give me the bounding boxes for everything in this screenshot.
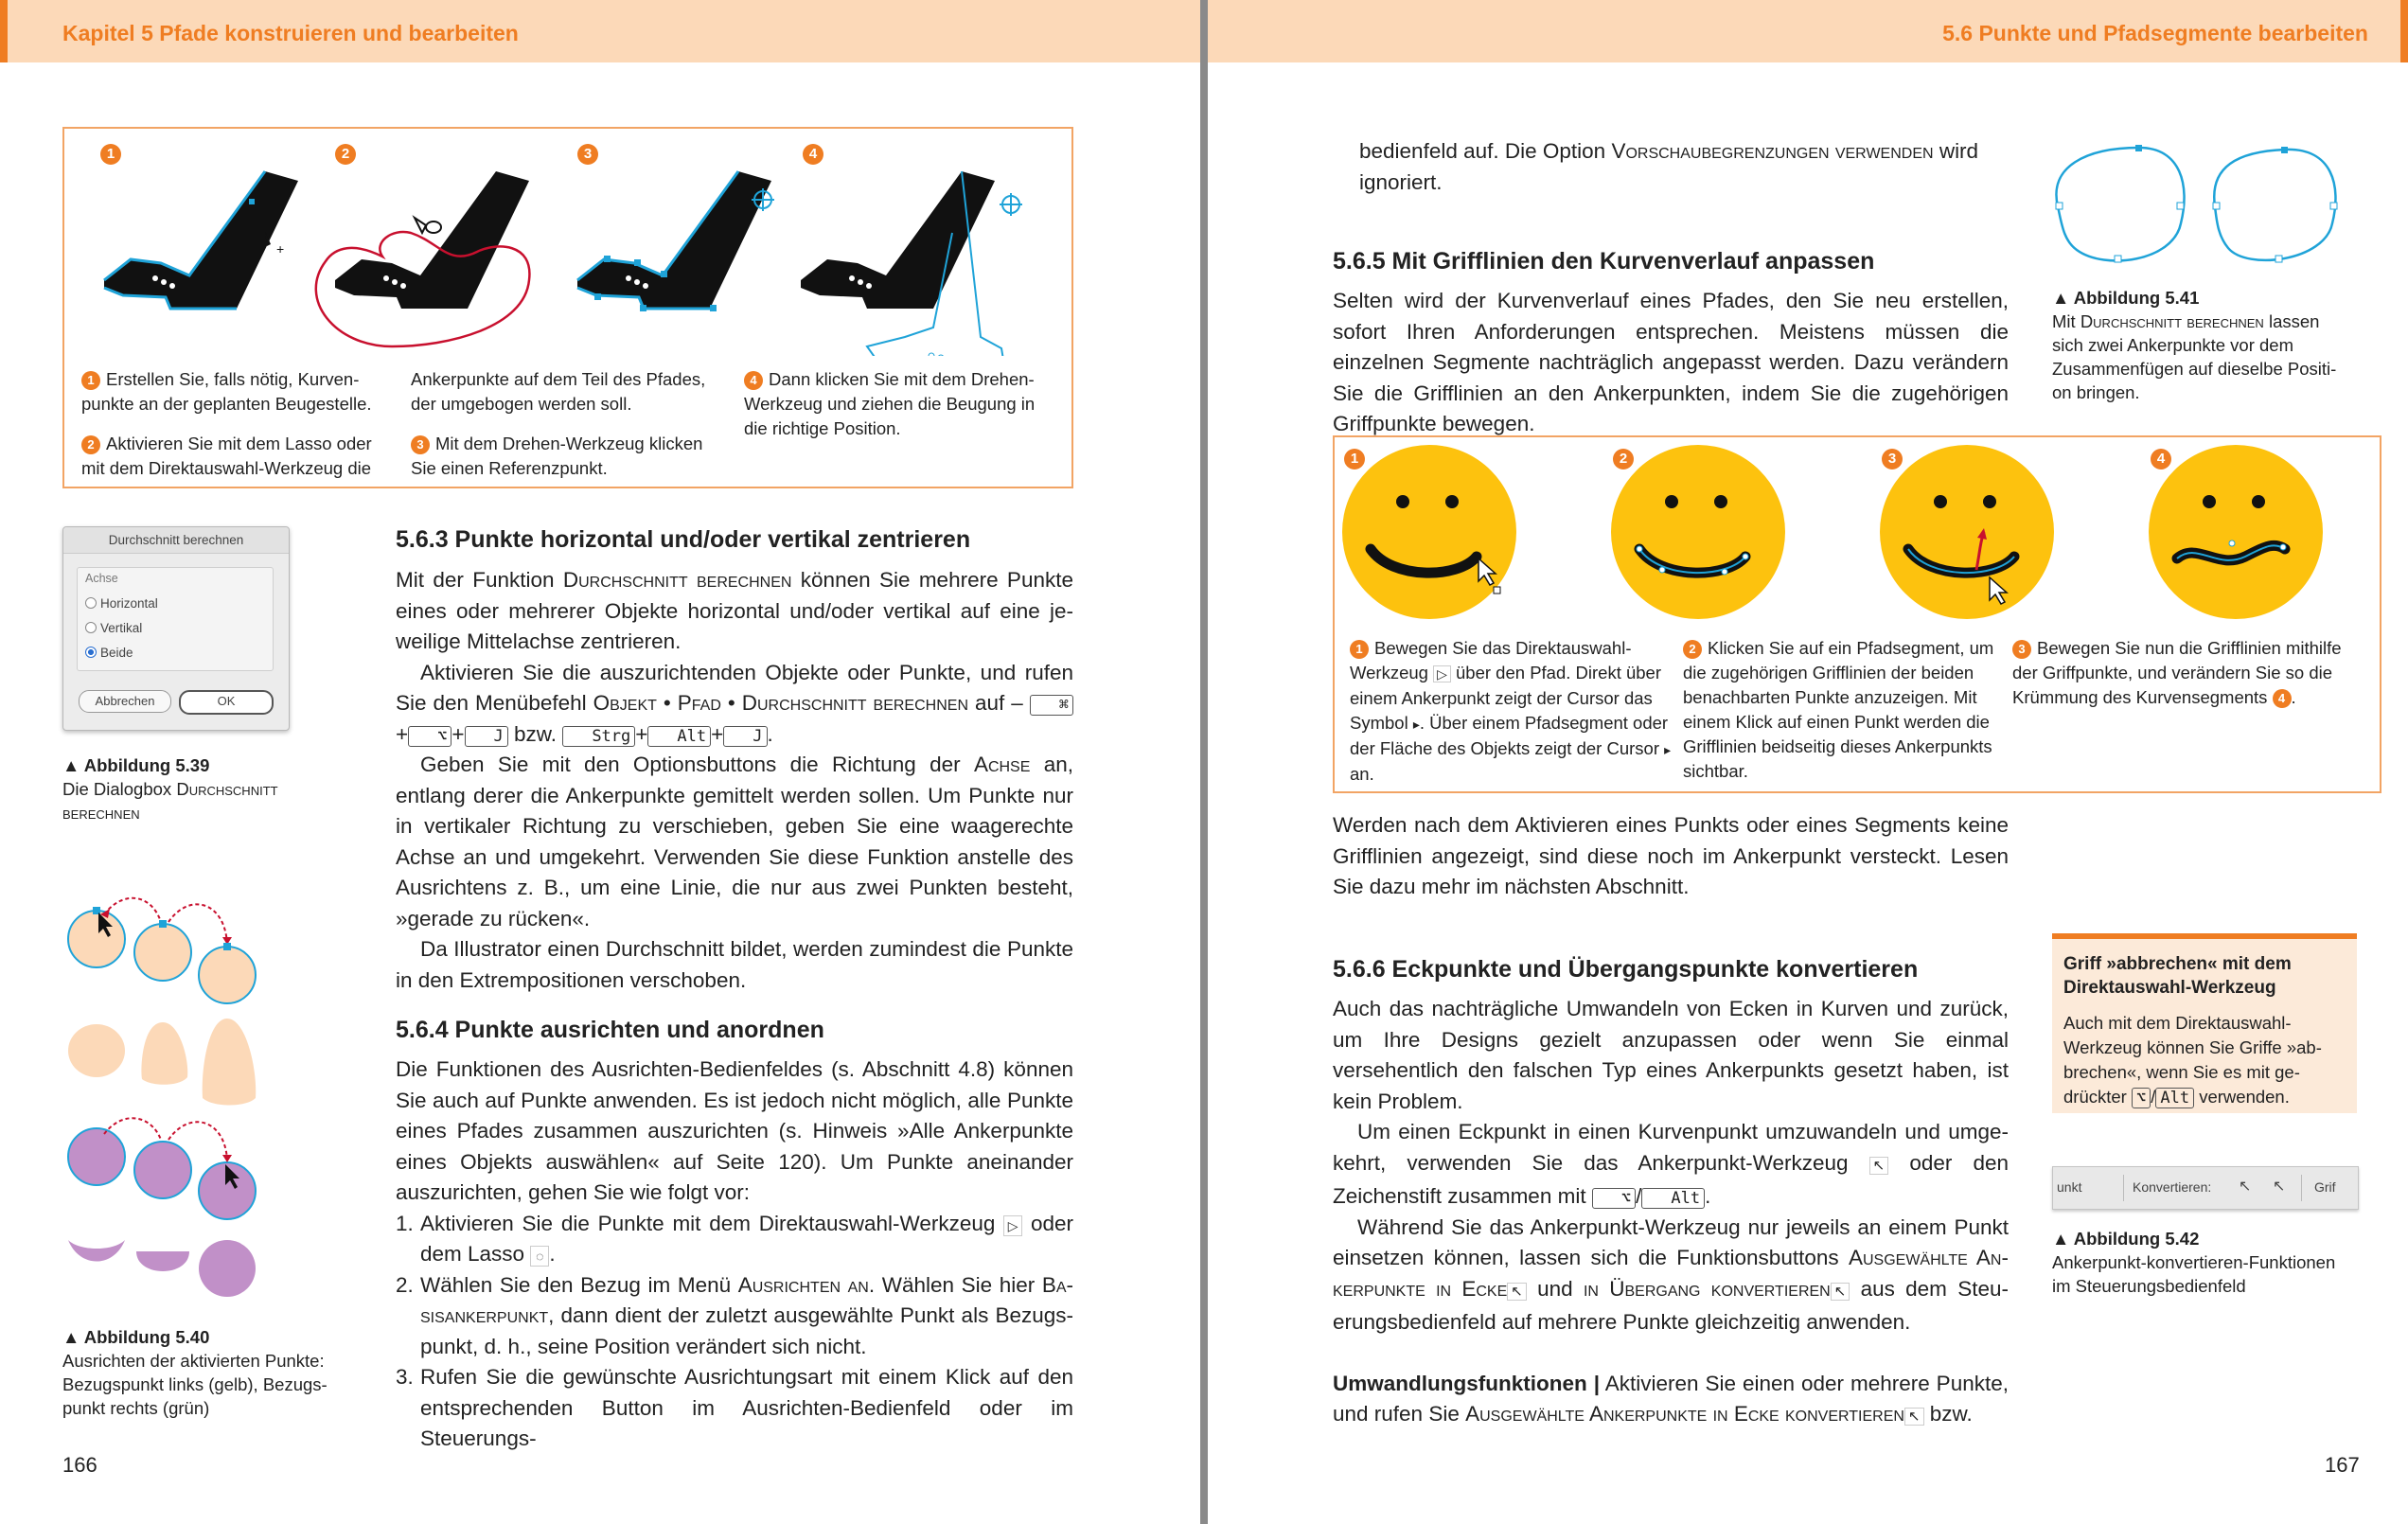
section-5-6-6-body: Auch das nachträgliche Umwandeln von Ecken in Kurven und zurück, um Ihre Designs gezielt anzupassen oder wenn Sie einmal versehentlich den falschen Typ eines Ankerpunkts gesetzt haben, ist kein Problem. Um einen Eckpunkt in einen Kurvenpunkt umzuwandeln und umgekehrt, verwenden Sie das Ankerpunkt-Werkzeug ↖ oder den Zeichenstift zusammen mit ⌥ / Alt . Während Sie das Ankerpunkt-Werkzeug nur jeweils an einem Punkt einsetzen können, lassen sich die Funktionsbuttons Ausgewählte Ankerpunkte in Ecke ↖ und in Übergang konvertieren ↖ aus dem Steuerungsbedienfeld auf mehrere Punkte gleichzeitig anwenden. Umwandlungsfunktionen | Aktivieren Sie einen oder mehrere Punkte, und rufen Sie Ausgewählte Ankerpunkte in Ecke konvertieren ↖ bzw.	[1333, 997, 2010, 1426]
axis-group	[77, 567, 274, 671]
continued-paragraph: bedienfeld auf. Die Option Vorschaubegrenzungen verwenden wird ignoriert.	[1359, 139, 1979, 194]
axis-group-label: Achse	[85, 572, 118, 585]
corner-icon: ↖	[1507, 1283, 1527, 1301]
key-alt: Alt	[1641, 1188, 1705, 1209]
smiley-caption-step-2: 2 Klicken Sie auf ein Pfadsegment, um die zugehörigen Grifflinien der beiden benachbarten Punkte anzuzeigen. Mit einem Klick auf einen Punkt werden die Grifflinien beidseitig dieses Ankerpunkts sichtbar.	[1683, 638, 1994, 781]
figure-label: ▲ Abbildung 5.39	[62, 755, 210, 775]
radio-icon	[85, 622, 97, 633]
section-heading-5-6-5: 5.6.5 Mit Grifflinien den Kurvenverlauf anpassen	[1333, 248, 1875, 275]
caption-number: 4	[2273, 689, 2292, 708]
caption-number: 1	[1350, 640, 1369, 659]
direct-select-tool-icon: ▷	[1003, 1215, 1022, 1236]
smiley-caption-step-1: 1 Bewegen Sie das Direktauswahl-Werkzeug ▷ über den Pfad. Direkt über einem Ankerpunkt zeigt der Cursor das Symbol ▸. Über einem Pfadsegment oder der Fläche des Objekts zeigt der Cursor ▸ an.	[1350, 638, 1672, 784]
purple-blobs-row	[68, 1240, 256, 1297]
cursor-segment-icon: ▸	[1664, 742, 1672, 757]
chapter-title: Kapitel 5 Pfade konstruieren und bearbeiten	[62, 21, 519, 45]
cursor-anchor-icon: ▸	[1412, 717, 1420, 732]
figure-label: ▲ Abbildung 5.40	[62, 1327, 210, 1347]
average-dialog	[62, 526, 290, 731]
step-number-4: 4	[2151, 449, 2171, 470]
ok-button[interactable]: OK	[179, 690, 274, 715]
figure-text: Mit	[2052, 311, 2080, 331]
section-heading-5-6-6: 5.6.6 Eckpunkte und Übergangspunkte konvertieren	[1333, 956, 1919, 983]
corner-icon: ↖	[1904, 1408, 1924, 1426]
figure-text: lassen sich zwei Ankerpunkte vor dem Zusammenfügen auf dieselbe Position bringen.	[2052, 311, 2337, 402]
radio-horizontal[interactable]	[85, 596, 158, 611]
figure-text: Ankerpunkt-konvertieren-Funktionen im Steuerungsbedienfeld	[2052, 1252, 2336, 1296]
toolbar-divider	[2301, 1175, 2302, 1201]
two-ovals-illustration	[2048, 129, 2361, 271]
figure-label: ▲ Abbildung 5.41	[2052, 288, 2200, 308]
tip-text: Auch mit dem Direktauswahl-Werkzeug können Sie Griffe »abbrechen«, wenn Sie es mit gedrückter ⌥ / Alt verwenden.	[2063, 1013, 2322, 1108]
caption-text: Dann klicken Sie mit dem Drehen-Werkzeug und ziehen die Beugung in die richtige Position.	[744, 369, 1036, 438]
figure-5-39-caption	[62, 753, 299, 824]
radio-selected-icon	[85, 647, 97, 658]
right-header	[1208, 0, 2408, 62]
caption-number: 4	[744, 371, 763, 390]
figure-5-42-caption	[2052, 1227, 2355, 1298]
step-number-2: 2	[1613, 449, 1634, 470]
page-gutter	[1200, 0, 1208, 1524]
caption-number: 2	[1683, 640, 1702, 659]
toolbar-right-text: Grif	[2314, 1179, 2336, 1195]
left-header	[0, 0, 1200, 62]
peach-circles-row	[68, 898, 256, 1003]
convert-toolbar	[2052, 1166, 2359, 1210]
radio-both[interactable]	[85, 646, 133, 660]
step-number-1: 1	[100, 144, 121, 165]
smooth-icon: ↖	[1831, 1283, 1850, 1301]
caption-number: 3	[411, 435, 430, 454]
figure-text-smallcaps: Durchschnitt berechnen	[2080, 311, 2264, 331]
direct-select-tool-icon: ▷	[1433, 665, 1451, 682]
caption-number: 3	[2012, 640, 2031, 659]
paragraph-after-figure: Werden nach dem Aktivieren eines Punkts oder eines Segments keine Grifflinien angezeigt, sind diese noch im Ankerpunkt versteckt. Lesen Sie dazu mehr im nächsten Abschnitt.	[1333, 813, 2009, 898]
step-number-2: 2	[335, 144, 356, 165]
toolbar-divider	[2123, 1175, 2124, 1201]
step-number-1: 1	[1344, 449, 1365, 470]
figure-5-41-caption	[2052, 286, 2346, 404]
radio-vertical[interactable]	[85, 621, 142, 635]
anchor-point-tool-icon: ↖	[1869, 1157, 1889, 1175]
radio-icon	[85, 597, 97, 609]
page-number-left: 166	[62, 1453, 97, 1477]
section-title: 5.6 Punkte und Pfadsegmente bearbeiten	[1942, 21, 2368, 45]
shoe-step-1	[104, 171, 298, 309]
caption-step-2-continued: Ankerpunkte auf dem Teil des Pfades, der umgebogen werden soll.	[411, 369, 706, 414]
figure-text: Ausrichten der aktivierten Punkte: Bezugspunkt links (gelb), Bezugspunkt rechts (grün)	[62, 1351, 328, 1418]
list-item: 3. Rufen Sie die gewünschte Ausrichtungsart mit einem Klick auf den entsprechenden Button im Ausrichten-Bedienfeld oder im Steuerungs-	[396, 1365, 1073, 1450]
section-5-6-5-body: Selten wird der Kurvenverlauf eines Pfades, den Sie neu erstellen, sofort Ihren Anforderungen entsprechen. Meistens müssen die einzelnen Segmente nachträglich angepasst werden. Dazu verändern Sie die Grifflinien an den Ankerpunkten, indem Sie die zugehörigen Griffpunkte bewegen.	[1333, 289, 2009, 435]
caption-number: 2	[81, 435, 100, 454]
convert-to-corner-button[interactable]: ↖	[2239, 1178, 2252, 1195]
dialog-title: Durchschnitt berechnen	[63, 527, 289, 554]
lasso-tool-icon: ◌	[530, 1246, 549, 1267]
caption-step-3	[411, 432, 733, 481]
shoe-step-3	[577, 171, 774, 311]
smiley-step-4	[2149, 445, 2323, 619]
smiley-step-1	[1342, 445, 1516, 619]
radio-label: Horizontal	[100, 596, 158, 611]
step-number-3: 3	[577, 144, 598, 165]
key-cmd: ⌘	[1030, 695, 1073, 716]
caption-step-2	[81, 432, 394, 481]
caption-text: Erstellen Sie, falls nötig, Kurvenpunkte an der geplanten Beugestelle.	[81, 369, 372, 414]
align-points-illustration	[57, 880, 274, 1306]
caption-text: Aktivieren Sie mit dem Lasso oder mit dem Direktauswahl-Werkzeug die	[81, 434, 372, 478]
right-page	[1208, 0, 2408, 1524]
radio-label: Vertikal	[100, 621, 143, 635]
page-number-right: 167	[2325, 1453, 2360, 1477]
svg-text:+: +	[276, 241, 285, 257]
tip-title: Griff »abbrechen« mit dem Direktauswahl-Werkzeug	[2063, 954, 2292, 998]
key-j: J	[723, 726, 767, 747]
caption-text: Mit dem Drehen-Werkzeug klicken Sie einen Referenzpunkt.	[411, 434, 703, 478]
smiley-step-2	[1611, 445, 1785, 619]
smiley-illustrations	[1335, 437, 2376, 627]
key-option: ⌥	[1592, 1188, 1636, 1209]
step-number-3: 3	[1882, 449, 1903, 470]
list-item: 2. Wählen Sie den Bezug im Menü Ausrichten an. Wählen Sie hier Basisankerpunkt, dann dient der zuletzt ausgewählte Punkt als Bezugspunkt, d. h., seine Position verändert sich nicht.	[396, 1272, 1073, 1358]
header-accent-bar	[2400, 0, 2408, 62]
peach-blobs-row	[68, 1019, 256, 1106]
key-alt: Alt	[647, 726, 711, 747]
section-heading-5-6-4: 5.6.4 Punkte ausrichten und anordnen	[396, 1017, 824, 1043]
figure-5-40-caption	[62, 1325, 346, 1420]
smiley-caption-step-3: 3 Bewegen Sie nun die Grifflinien mithilfe der Griffpunkte, und verändern Sie so die Krümmung des Kurvensegments 4 .	[2012, 638, 2342, 707]
section-5-6-4-body: Die Funktionen des Ausrichten-Bedienfeldes (s. Abschnitt 4.8) können Sie auch auf Punkte anwenden. Es ist jedoch nicht möglich, alle Punkte eines Pfades zusammen auszurichten (s. Hinweis »Alle Ankerpunkte eines Objekts auswählen« auf Seite 120). Um Punkte aneinander auszurichten, gehen Sie wie folgt vor: 1. Aktivieren Sie die Punkte mit dem Direktauswahl-Werkzeug ▷ oder dem Lasso ◌ . 2. Wählen Sie den Bezug im Menü Ausrichten an. Wählen Sie hier Basisankerpunkt, dann dient der zuletzt ausgewählte Punkt als Bezugspunkt, d. h., seine Position verändert sich nicht. 3. Rufen Sie die gewünschte Ausrichtungsart mit einem Klick auf den entsprechenden Button im Ausrichten-Bedienfeld oder im Steuerungs-	[396, 1054, 1073, 1455]
step-number-4: 4	[803, 144, 823, 165]
header-accent-bar	[0, 0, 8, 62]
tip-box	[2052, 933, 2357, 1113]
key-alt: Alt	[2155, 1088, 2194, 1108]
section-heading-5-6-3: 5.6.3 Punkte horizontal und/oder vertikal zentrieren	[396, 526, 971, 553]
radio-label: Beide	[100, 646, 133, 660]
shoe-step-4	[801, 171, 1022, 356]
figure-label: ▲ Abbildung 5.42	[2052, 1229, 2200, 1249]
purple-circles-row	[68, 1118, 256, 1219]
shoe-illustrations	[64, 129, 1068, 356]
cancel-button[interactable]: Abbrechen	[79, 690, 171, 713]
bend-figure-box	[62, 127, 1073, 488]
key-j: J	[465, 726, 508, 747]
section-5-6-3-body: Mit der Funktion Durchschnitt berechnen können Sie mehrere Punkte eines oder mehrerer Objekte horizontal und/oder vertikal auf eine jeweilige Mittelachse zentrieren. Aktivieren Sie die auszurichtenden Objekte oder Punkte, und rufen Sie den Menübefehl Objekt • Pfad • Durchschnitt berechnen auf – ⌘+ ⌥ + J bzw. Strg + Alt + J . Geben Sie mit den Optionsbuttons die Richtung der Achse an, entlang derer die Ankerpunkte gemittelt werden sollen. Um Punkte nur in vertikaler Richtung zu verschieben, geben Sie eine waagerechte Achse an und umgekehrt. Verwenden Sie diese Funktion anstelle des Ausrichtens z. B., um eine Linie, die nur aus zwei Punkten besteht, »gerade zu rücken«. Da Illustrator einen Durchschnitt bildet, werden zumindest die Punkte in den Extrempositionen verschoben.	[396, 568, 1074, 992]
key-option: ⌥	[2132, 1088, 2151, 1108]
smiley-step-3	[1880, 445, 2054, 619]
caption-step-4	[744, 367, 1056, 441]
smiley-figure-box	[1333, 435, 2381, 793]
convert-label: Konvertieren:	[2133, 1179, 2212, 1195]
caption-step-1	[81, 367, 384, 416]
figure-text-smallcaps: Durchschnitt berechnen	[62, 779, 278, 823]
left-page	[0, 0, 1200, 1524]
list-item: 1. Aktivieren Sie die Punkte mit dem Direktauswahl-Werkzeug ▷ oder dem Lasso ◌ .	[396, 1211, 1073, 1266]
shoe-step-2	[316, 171, 530, 346]
key-option: ⌥	[408, 726, 452, 747]
figure-text: Die Dialogbox	[62, 779, 177, 799]
toolbar-left-text: unkt	[2057, 1179, 2082, 1195]
key-ctrl: Strg	[562, 726, 635, 747]
convert-to-smooth-button[interactable]: ↖	[2273, 1178, 2286, 1195]
caption-number: 1	[81, 371, 100, 390]
